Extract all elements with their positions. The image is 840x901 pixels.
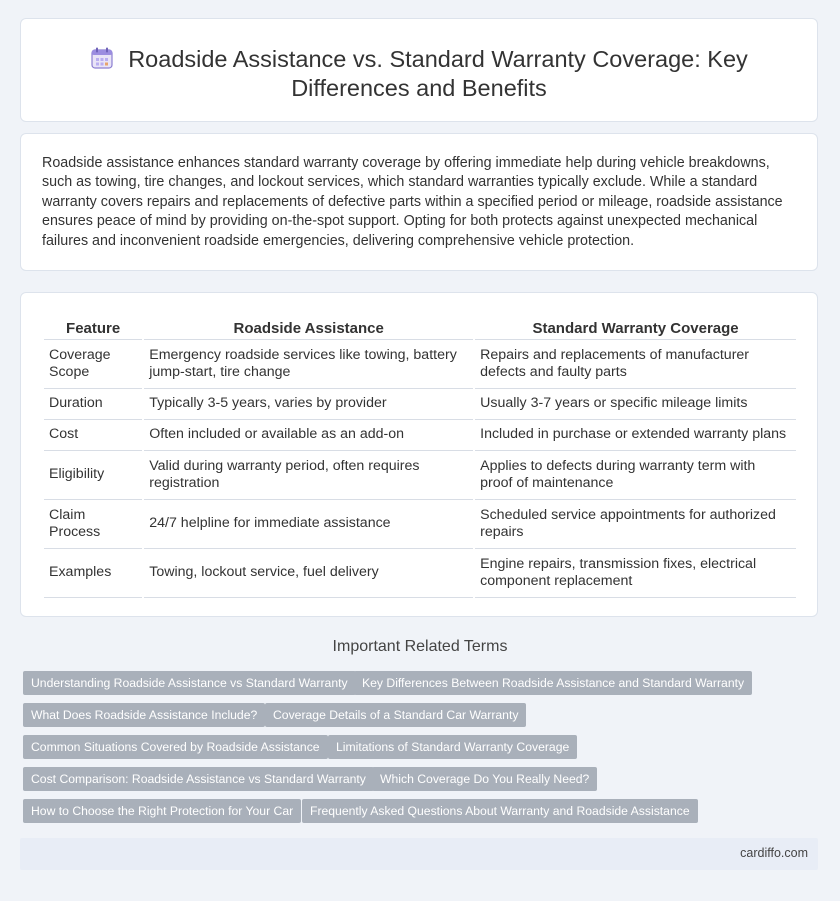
- table-row: [44, 389, 796, 420]
- related-terms-title: Important Related Terms: [332, 638, 508, 655]
- related-term-tag[interactable]: Understanding Roadside Assistance vs Standard Warranty: [23, 671, 356, 695]
- related-term-tag[interactable]: What Does Roadside Assistance Include?: [23, 703, 265, 727]
- row-warranty: Included in purchase or extended warranty plans: [475, 420, 796, 451]
- table-row: [44, 451, 796, 500]
- related-term-tag[interactable]: Common Situations Covered by Roadside Assistance: [23, 735, 328, 759]
- title-card: [20, 18, 818, 122]
- intro-card: [20, 133, 818, 271]
- site-name[interactable]: cardiffo.com: [740, 846, 808, 860]
- table-row: [44, 500, 796, 549]
- related-term-tag[interactable]: Coverage Details of a Standard Car Warranty: [265, 703, 526, 727]
- row-roadside: Often included or available as an add-on: [144, 420, 473, 451]
- related-term-tag[interactable]: How to Choose the Right Protection for Your Car: [23, 799, 301, 823]
- row-warranty: Applies to defects during warranty term with proof of maintenance: [475, 451, 796, 500]
- row-feature: Eligibility: [44, 451, 142, 500]
- header-roadside-assistance: Roadside Assistance: [144, 316, 473, 340]
- table-row: [44, 420, 796, 451]
- header-feature: Feature: [44, 316, 142, 340]
- row-warranty: Engine repairs, transmission fixes, electrical component replacement: [475, 549, 796, 598]
- row-feature: Coverage Scope: [44, 340, 142, 389]
- row-feature: Cost: [44, 420, 142, 451]
- row-roadside: Typically 3-5 years, varies by provider: [144, 389, 473, 420]
- table-header-row: [44, 316, 796, 340]
- row-roadside: Towing, lockout service, fuel delivery: [144, 549, 473, 598]
- footer: [20, 838, 818, 870]
- row-roadside: 24/7 helpline for immediate assistance: [144, 500, 473, 549]
- row-roadside: Valid during warranty period, often requires registration: [144, 451, 473, 500]
- row-feature: Claim Process: [44, 500, 142, 549]
- related-term-tag[interactable]: Which Coverage Do You Really Need?: [372, 767, 597, 791]
- comparison-table-card: [20, 292, 818, 617]
- related-term-tag[interactable]: Frequently Asked Questions About Warranty and Roadside Assistance: [302, 799, 698, 823]
- table-row: [44, 549, 796, 598]
- row-warranty: Usually 3-7 years or specific mileage limits: [475, 389, 796, 420]
- row-feature: Examples: [44, 549, 142, 598]
- header-standard-warranty: Standard Warranty Coverage: [475, 316, 796, 340]
- row-feature: Duration: [44, 389, 142, 420]
- intro-paragraph: Roadside assistance enhances standard warranty coverage by offering immediate help during vehicle breakdowns, such as towing, tire changes, and lockout services, which standard warranties typically exclude. While a standard warranty covers repairs and replacements of defective parts within a specified period or mileage, roadside assistance ensures peace of mind by providing on-the-spot support. Opting for both protects against unexpected mechanical failures and inconvenient roadside emergencies, delivering comprehensive vehicle protection.: [42, 155, 783, 249]
- table-row: [44, 340, 796, 389]
- row-warranty: Scheduled service appointments for authorized repairs: [475, 500, 796, 549]
- comparison-table: [42, 316, 798, 598]
- related-term-tag[interactable]: Cost Comparison: Roadside Assistance vs Standard Warranty: [23, 767, 374, 791]
- row-warranty: Repairs and replacements of manufacturer defects and faulty parts: [475, 340, 796, 389]
- related-term-tag[interactable]: Key Differences Between Roadside Assistance and Standard Warranty: [354, 671, 752, 695]
- row-roadside: Emergency roadside services like towing, battery jump-start, tire change: [144, 340, 473, 389]
- page-title: Roadside Assistance vs. Standard Warranty Coverage: Key Differences and Benefits: [128, 46, 748, 101]
- related-term-tag[interactable]: Limitations of Standard Warranty Coverage: [328, 735, 577, 759]
